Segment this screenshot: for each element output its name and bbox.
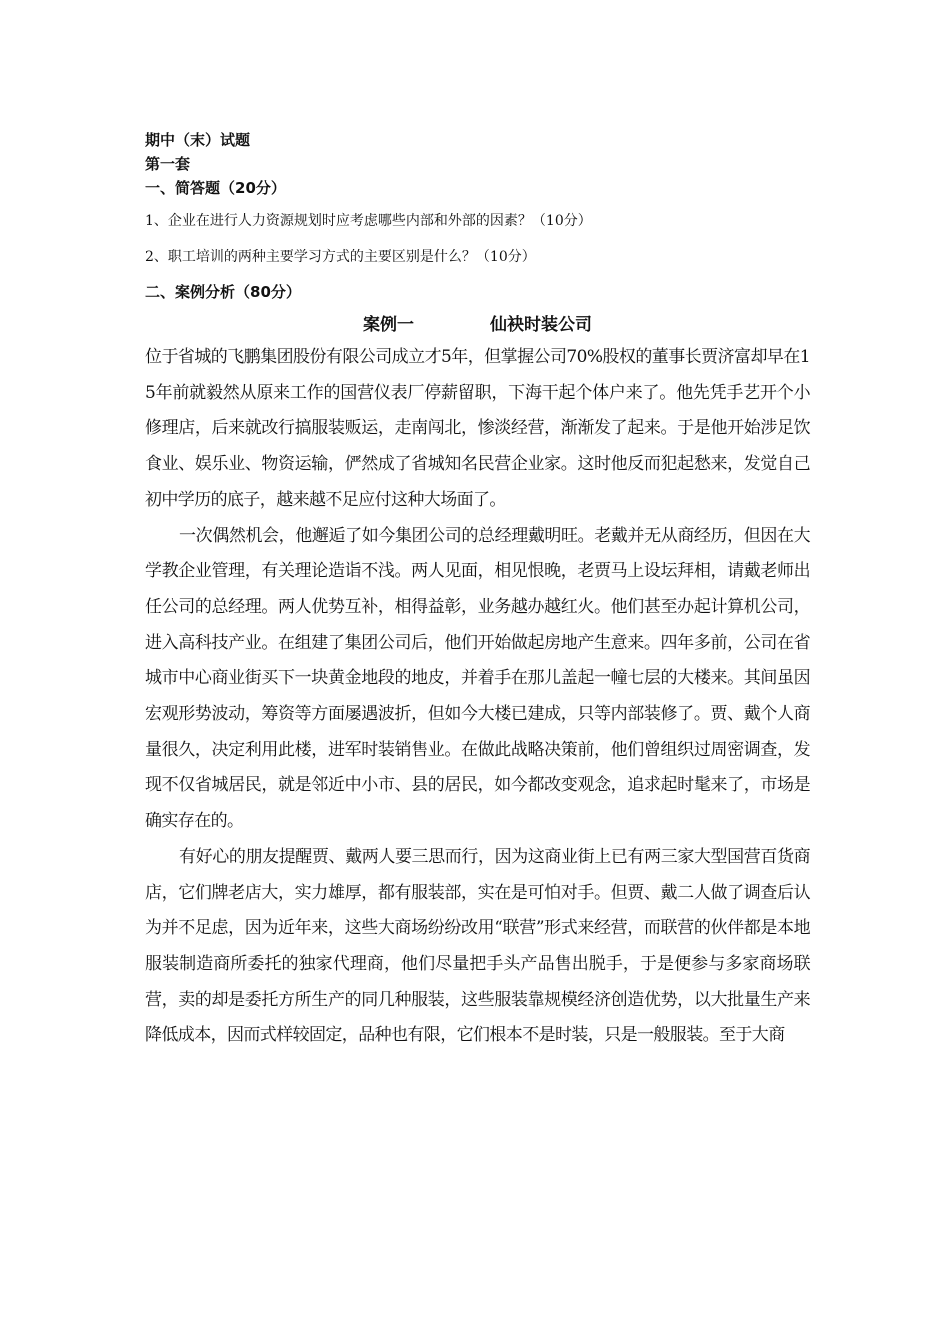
case-title [145, 312, 810, 338]
section2-heading: 二、案例分析（80分） [145, 283, 301, 301]
case-label: 案例一 [363, 315, 414, 335]
case-name: 仙袂时装公司 [490, 315, 592, 335]
question-1: 1、企业在进行人力资源规划时应考虑哪些内部和外部的因素？（10分） [145, 213, 592, 229]
case-paragraph-3: 有好心的朋友提醒贾、戴两人要三思而行，因为这商业街上已有两三家大型国营百货商店，它们牌老店大，实力雄厚，都有服装部，实在是可怕对手。但贾、戴二人做了调查后认为并不足虑，因为近年来，这些大商场纷纷改用“联营”形式来经营，而联营的伙伴都是本地服装制造商所委托的独家代理商，他们尽量把手头产品售出脱手，于是便参与多家商场联营，卖的却是委托方所生产的同几种服装，这些服装靠规模经济创造优势，以大批量生产来降低成本，因而式样较固定，品种也有限，它们根本不是时装，只是一般服装。至于大商 [145, 846, 810, 1046]
section1-heading: 一、简答题（20分） [145, 179, 286, 197]
case-paragraph-2: 一次偶然机会，他邂逅了如今集团公司的总经理戴明旺。老戴并无从商经历，但因在大学教企业管理，有关理论造诣不浅。两人见面，相见恨晚，老贾马上设坛拜相，请戴老师出任公司的总经理。两人优势互补，相得益彰，业务越办越红火。他们甚至办起计算机公司，进入高科技产业。在组建了集团公司后，他们开始做起房地产生意来。四年多前，公司在省城市中心商业街买下一块黄金地段的地皮，并着手在那儿盖起一幢七层的大楼来。其间虽因宏观形势波动，筹资等方面屡遇波折，但如今大楼已建成，只等内部装修了。贾、戴个人商量很久，决定利用此楼，进军时装销售业。在做此战略决策前，他们曾组织过周密调查，发现不仅省城居民，就是邻近中小市、县的居民，如今都改变观念，追求起时髦来了，市场是确实存在的。 [145, 525, 810, 832]
document-content [145, 128, 810, 1054]
question-2: 2、职工培训的两种主要学习方式的主要区别是什么？（10分） [145, 249, 536, 265]
case-paragraph-1: 位于省城的飞鹏集团股份有限公司成立才5年，但掌握公司70%股权的董事长贾济富却早在15年前就毅然从原来工作的国营仪表厂停薪留职，下海干起个体户来了。他先凭手艺开个小修理店，后来就改行搞服装贩运，走南闯北，惨淡经营，渐渐发了起来。于是他开始涉足饮食业、娱乐业、物资运输，俨然成了省城知名民营企业家。这时他反而犯起愁来，发觉自己初中学历的底子，越来越不足应付这种大场面了。 [145, 347, 810, 510]
set-label: 第一套 [145, 155, 191, 173]
exam-title: 期中（末）试题 [145, 131, 251, 149]
